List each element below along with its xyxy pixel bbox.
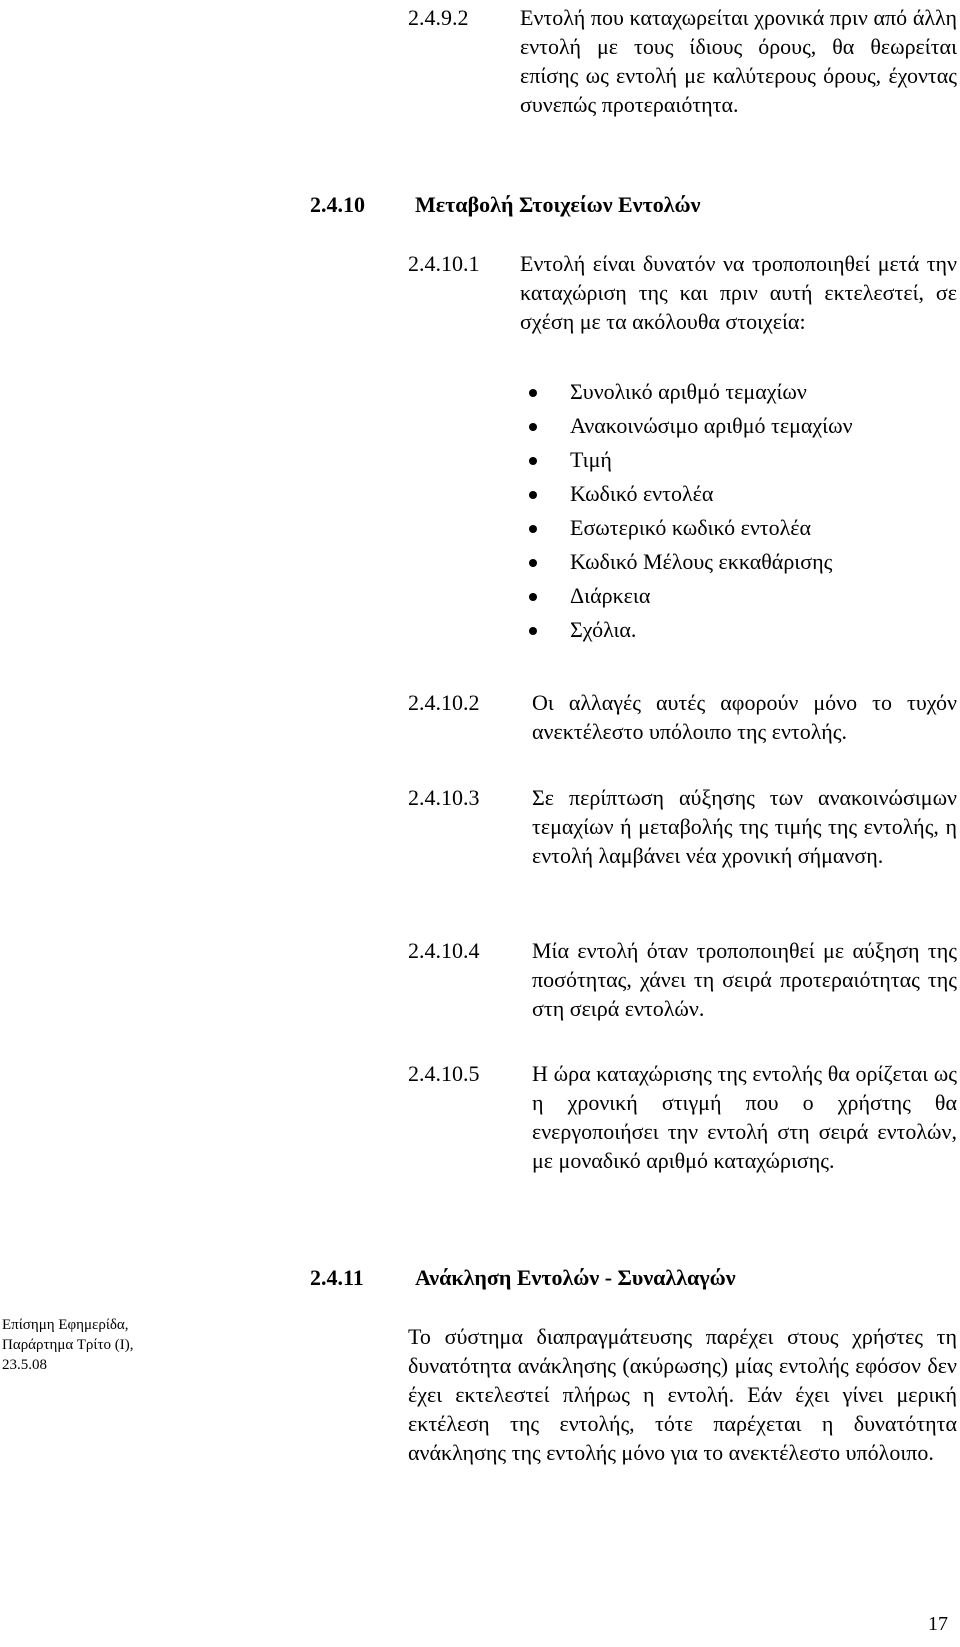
list-item: Σχόλια. (520, 613, 853, 647)
heading-number: 2.4.11 (310, 1265, 364, 1290)
section-text-content: Εντολή είναι δυνατόν να τροποποιηθεί μετά την καταχώριση της και πριν αυτή εκτελεστεί, σε σχέση με τα ακόλουθα στοιχεία: (520, 251, 957, 334)
section-number: 2.4.10.3 (408, 785, 480, 810)
section-number: 2.4.10.2 (408, 690, 480, 715)
section-number: 2.4.10.1 (408, 251, 480, 276)
section-text: Η ώρα καταχώρισης της εντολής θα ορίζεται ως η χρονική στιγμή που ο χρήστης θα ενεργοποιήσει την εντολή στη σειρά εντολών, με μοναδικό αριθμό καταχώρισης. (532, 1061, 957, 1173)
list-item: Κωδικό Μέλους εκκαθάρισης (520, 545, 853, 579)
list-item: Ανακοινώσιμο αριθμό τεμαχίων (520, 409, 853, 443)
section-text: Σε περίπτωση αύξησης των ανακοινώσιμων τεμαχίων ή μεταβολής της τιμής της εντολής, η εντολή λαμβάνει νέα χρονική σήμανση. (532, 785, 957, 868)
section-text: Μία εντολή όταν τροποποιηθεί με αύξηση της ποσότητας, χάνει τη σειρά προτεραιότητας της στη σειρά εντολών. (532, 938, 957, 1021)
heading-title: Μεταβολή Στοιχείων Εντολών (415, 192, 701, 217)
list-item: Κωδικό εντολέα (520, 477, 853, 511)
section-heading (310, 1263, 736, 1292)
section-number: 2.4.9.2 (408, 5, 469, 30)
section-heading (310, 190, 700, 219)
section-text: Οι αλλαγές αυτές αφορούν μόνο το τυχόν ανεκτέλεστο υπόλοιπο της εντολής. (532, 690, 957, 744)
element-list (520, 375, 853, 647)
page-number: 17 (928, 1613, 948, 1635)
section-number: 2.4.10.4 (408, 938, 480, 963)
section-number: 2.4.10.5 (408, 1061, 480, 1086)
heading-number: 2.4.10 (310, 192, 365, 217)
list-item: Συνολικό αριθμό τεμαχίων (520, 375, 853, 409)
list-item: Εσωτερικό κωδικό εντολέα (520, 511, 853, 545)
section-text: Εντολή που καταχωρείται χρονικά πριν από άλλη εντολή με τους ίδιους όρους, θα θεωρείται επίσης ως εντολή με καλύτερους όρους, έχοντας συνεπώς προτεραιότητα. (520, 5, 957, 117)
list-item: Τιμή (520, 443, 853, 477)
section-text (520, 249, 957, 336)
margin-note: Επίσημη Εφημερίδα, Παράρτημα Τρίτο (Ι), 23.5.08 (2, 1317, 134, 1373)
section-text: Το σύστημα διαπραγμάτευσης παρέχει στους χρήστες τη δυνατότητα ανάκλησης (ακύρωσης) μίας εντολής εφόσον δεν έχει εκτελεστεί πλήρως η εντολή. Εάν έχει γίνει μερική εκτέλεση της εντολής, τότε παρέχεται η δυνατότητα ανάκλησης της εντολής μόνο για το ανεκτέλεστο υπόλοιπο. (408, 1324, 957, 1465)
list-item: Διάρκεια (520, 579, 853, 613)
heading-title: Ανάκληση Εντολών - Συναλλαγών (415, 1265, 736, 1290)
